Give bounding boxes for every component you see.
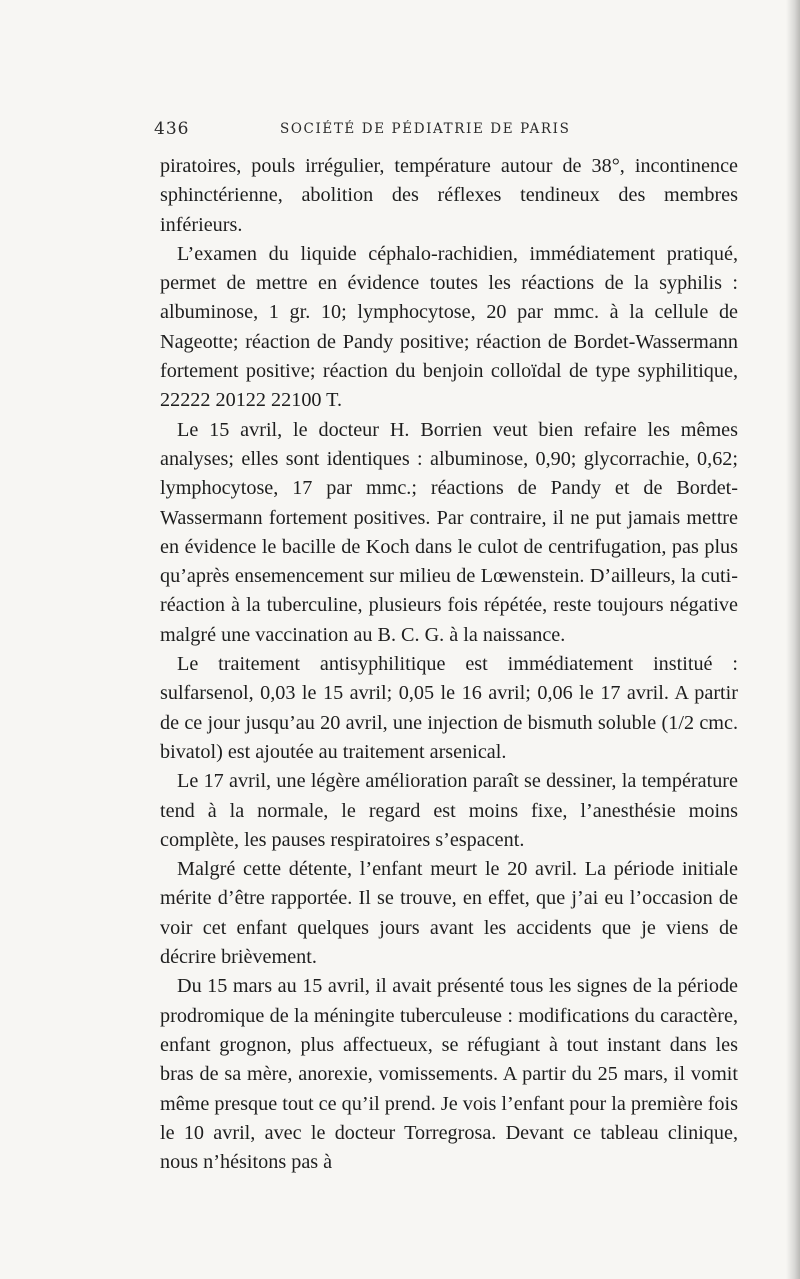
- body-text: [160, 152, 738, 1177]
- running-head: SOCIÉTÉ DE PÉDIATRIE DE PARIS: [280, 121, 571, 137]
- page-header: [154, 119, 739, 143]
- paragraph-continued: piratoires, pouls irrégulier, température autour de 38°, incontinence sphinctérienne, abolition des réflexes tendineux des membres inférieurs.: [160, 155, 738, 236]
- paragraph: Du 15 mars au 15 avril, il avait présenté tous les signes de la période prodromique de la méningite tuberculeuse : modifications du caractère, enfant grognon, plus affectueux, se réfugiant à tout instant dans les bras de sa mère, anorexie, vomissements. A partir du 25 mars, il vomit même presque tout ce qu’il prend. Je vois l’enfant pour la première fois le 10 avril, avec le docteur Torregrosa. Devant ce tableau clinique, nous n’hésitons pas à: [160, 975, 738, 1174]
- page-edge-shadow: [786, 0, 800, 1279]
- page-number: 436: [154, 119, 190, 139]
- paragraph: Le traitement antisyphilitique est immédiatement institué : sulfarsenol, 0,03 le 15 avril; 0,05 le 16 avril; 0,06 le 17 avril. A partir de ce jour jusqu’au 20 avril, une injection de bismuth soluble (1/2 cmc. bivatol) est ajoutée au traitement arsenical.: [160, 653, 738, 763]
- paragraph: L’examen du liquide céphalo-rachidien, immédiatement pratiqué, permet de mettre en évidence toutes les réactions de la syphilis : albuminose, 1 gr. 10; lymphocytose, 20 par mmc. à la cellule de Nageotte; réaction de Pandy positive; réaction de Bordet-Wassermann fortement positive; réaction du benjoin colloïdal de type syphilitique, 22222 20122 22100 T.: [160, 242, 738, 412]
- paragraph: Le 17 avril, une légère amélioration paraît se dessiner, la température tend à la normale, le regard est moins fixe, l’anesthésie moins complète, les pauses respiratoires s’espacent.: [160, 770, 738, 851]
- paragraph: Malgré cette détente, l’enfant meurt le 20 avril. La période initiale mérite d’être rapportée. Il se trouve, en effet, que j’ai eu l’occasion de voir cet enfant quelques jours avant les accidents que je viens de décrire brièvement.: [160, 858, 738, 969]
- paragraph: Le 15 avril, le docteur H. Borrien veut bien refaire les mêmes analyses; elles sont identiques : albuminose, 0,90; glycorrachie, 0,62; lymphocytose, 17 par mmc.; réactions de Pandy et de Bordet-Wassermann fortement positives. Par contraire, il ne put jamais mettre en évidence le bacille de Koch dans le culot de centrifugation, pas plus qu’après ensemencement sur milieu de Lœwenstein. D’ailleurs, la cuti-réaction à la tuberculine, plusieurs fois répétée, reste toujours négative malgré une vaccination au B. C. G. à la naissance.: [160, 418, 738, 646]
